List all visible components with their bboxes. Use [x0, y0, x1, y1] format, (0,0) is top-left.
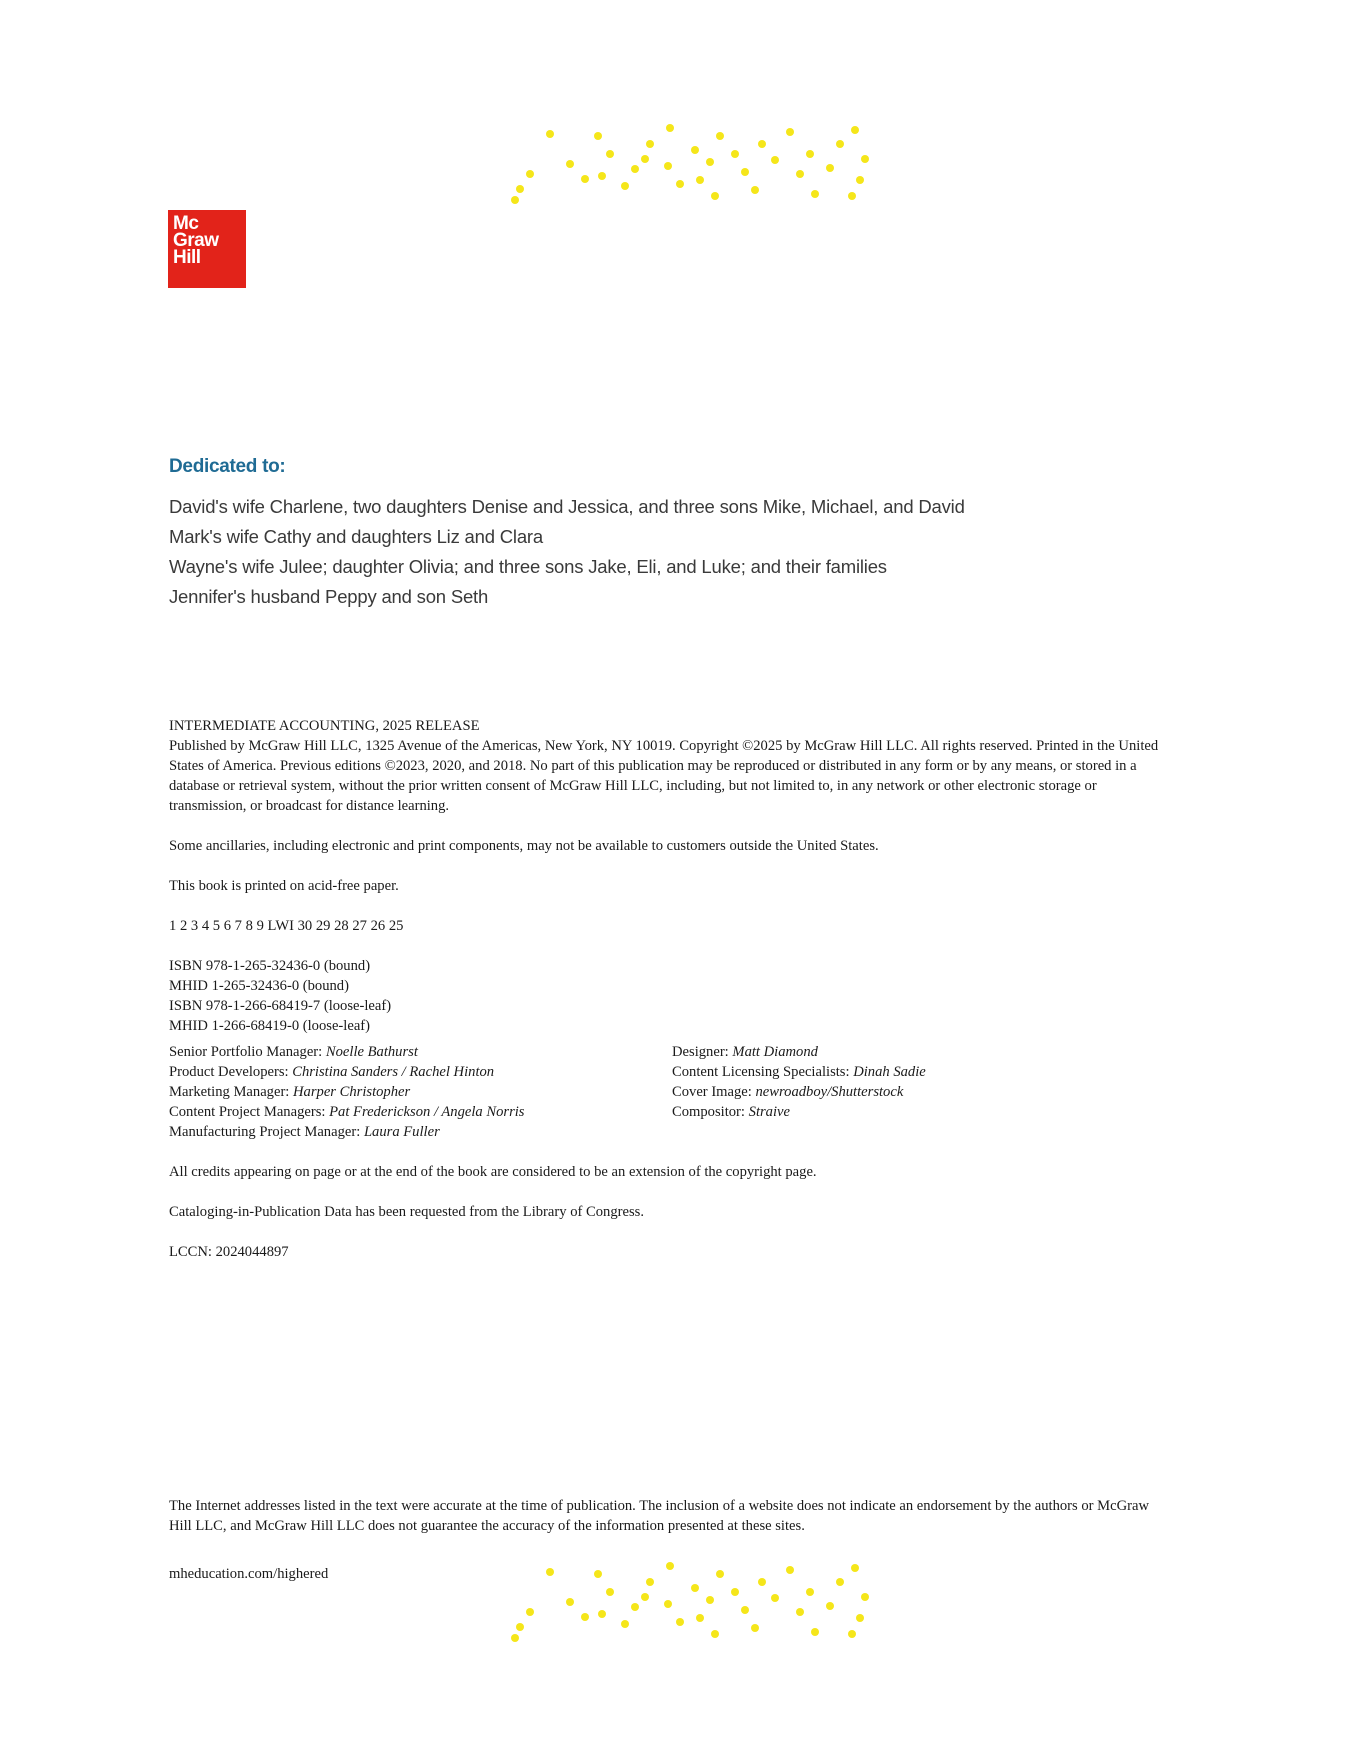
staff-credits [169, 1042, 1169, 1142]
decorative-dot [621, 182, 629, 190]
internet-disclaimer [169, 1496, 1169, 1536]
decorative-dot [511, 1634, 519, 1642]
isbn-line: ISBN 978-1-265-32436-0 (bound) [169, 958, 371, 974]
credit-role: Product Developers: [169, 1064, 289, 1080]
dedication-line: Jennifer's husband Peppy and son Seth [169, 586, 489, 607]
credit-row [169, 1062, 525, 1082]
decorative-dot [566, 1598, 574, 1606]
decorative-dot [676, 180, 684, 188]
credits-extension-note: All credits appearing on page or at the end of the book are considered to be an extension of the copyright page. [169, 1164, 817, 1180]
logo-line-2: Graw [173, 230, 219, 251]
decorative-dot [836, 1578, 844, 1586]
credit-row [672, 1082, 926, 1102]
credit-row [169, 1122, 525, 1142]
credits-right-column [672, 1042, 926, 1122]
decorative-dot [861, 155, 869, 163]
decorative-dot [646, 140, 654, 148]
publisher-notice: Published by McGraw Hill LLC, 1325 Avenue of the Americas, New York, NY 10019. Copyright ©2025 by McGraw Hill LLC. All rights reserved. Printed in the United States of America. Previous editions ©2023, 2020, and 2018. No part of this publication may be reproduced or distributed in any form or by any means, or stored in a database or retrieval system, without the prior written consent of McGraw Hill LLC, including, but not limited to, in any network or other electronic storage or transmission, or broadcast for distance learning. [169, 738, 1159, 814]
dedication-heading: Dedicated to: [169, 456, 286, 477]
decorative-dot [526, 1608, 534, 1616]
decorative-dot [631, 1603, 639, 1611]
credit-name: Straive [748, 1104, 790, 1120]
decorative-dot [811, 190, 819, 198]
decorative-dot [771, 156, 779, 164]
decorative-dot [598, 172, 606, 180]
decorative-dot [621, 1620, 629, 1628]
decorative-dot [606, 1588, 614, 1596]
dedication-section [169, 456, 1219, 612]
credit-row [672, 1102, 926, 1122]
decorative-dot [711, 1630, 719, 1638]
decorative-dot [751, 186, 759, 194]
credit-role: Cover Image: [672, 1084, 752, 1100]
decorative-dot [758, 140, 766, 148]
decorative-dot [641, 155, 649, 163]
decorative-dot [706, 158, 714, 166]
credit-name: newroadboy/Shutterstock [755, 1084, 904, 1100]
copyright-block [169, 716, 1169, 1262]
decorative-dot [594, 1570, 602, 1578]
isbn-line: MHID 1-265-32436-0 (bound) [169, 978, 349, 994]
dedication-line: David's wife Charlene, two daughters Denise and Jessica, and three sons Mike, Michael, and David [169, 496, 965, 517]
credit-role: Manufacturing Project Manager: [169, 1124, 361, 1140]
logo-line-3: Hill [173, 247, 201, 268]
credit-role: Designer: [672, 1044, 729, 1060]
decorative-dot [806, 1588, 814, 1596]
decorative-dot [696, 1614, 704, 1622]
decorative-dot [546, 130, 554, 138]
decorative-dot [716, 132, 724, 140]
decorative-dot [741, 1606, 749, 1614]
credit-row [169, 1042, 525, 1062]
decorative-dot [706, 1596, 714, 1604]
ancillaries-notice: Some ancillaries, including electronic and print components, may not be available to customers outside the United States. [169, 838, 879, 854]
credit-role: Content Project Managers: [169, 1104, 326, 1120]
credit-role: Compositor: [672, 1104, 745, 1120]
credit-name: Laura Fuller [363, 1124, 440, 1140]
decorative-dot [731, 1588, 739, 1596]
decorative-dot [716, 1570, 724, 1578]
decorative-dot [711, 192, 719, 200]
decorative-dot [861, 1593, 869, 1601]
decorative-dot [646, 1578, 654, 1586]
decorative-dot [786, 128, 794, 136]
decorative-dot [664, 1600, 672, 1608]
credits-left-column [169, 1042, 525, 1142]
decorative-dot [856, 1614, 864, 1622]
decorative-dot [826, 1602, 834, 1610]
decorative-dot [731, 150, 739, 158]
credit-role: Content Licensing Specialists: [672, 1064, 850, 1080]
credit-row [169, 1082, 525, 1102]
decorative-dot [856, 176, 864, 184]
credit-name: Matt Diamond [732, 1044, 818, 1060]
dedication-line: Mark's wife Cathy and daughters Liz and Clara [169, 526, 543, 547]
decorative-dot [511, 196, 519, 204]
decorative-dot [848, 1630, 856, 1638]
credit-row [169, 1102, 525, 1122]
decorative-dot [786, 1566, 794, 1574]
decorative-dot [664, 162, 672, 170]
credit-name: Pat Frederickson / Angela Norris [329, 1104, 525, 1120]
decorative-dot [516, 1623, 524, 1631]
credit-role: Senior Portfolio Manager: [169, 1044, 323, 1060]
credit-role: Marketing Manager: [169, 1084, 290, 1100]
decorative-dot [691, 1584, 699, 1592]
book-title: INTERMEDIATE ACCOUNTING, 2025 RELEASE [169, 718, 480, 734]
decorative-dot [696, 176, 704, 184]
credit-row [672, 1042, 926, 1062]
decorative-dot [666, 1562, 674, 1570]
decorative-dot [806, 150, 814, 158]
decorative-dot [581, 1613, 589, 1621]
lccn-line: LCCN: 2024044897 [169, 1244, 289, 1260]
credit-name: Dinah Sadie [853, 1064, 926, 1080]
credit-name: Christina Sanders / Rachel Hinton [292, 1064, 495, 1080]
cataloging-note: Cataloging-in-Publication Data has been requested from the Library of Congress. [169, 1204, 644, 1220]
credit-name: Harper Christopher [293, 1084, 411, 1100]
credit-row [672, 1062, 926, 1082]
decorative-dot [691, 146, 699, 154]
decorative-dot [581, 175, 589, 183]
printing-line: 1 2 3 4 5 6 7 8 9 LWI 30 29 28 27 26 25 [169, 918, 404, 934]
decorative-dot [516, 185, 524, 193]
decorative-dot [546, 1568, 554, 1576]
isbn-line: ISBN 978-1-266-68419-7 (loose-leaf) [169, 998, 392, 1014]
decorative-dot [836, 140, 844, 148]
decorative-dot-pattern-top [510, 124, 870, 204]
decorative-dot [758, 1578, 766, 1586]
decorative-dot-pattern-bottom [510, 1562, 870, 1642]
decorative-dot [666, 124, 674, 132]
decorative-dot [676, 1618, 684, 1626]
decorative-dot [594, 132, 602, 140]
dedication-line: Wayne's wife Julee; daughter Olivia; and three sons Jake, Eli, and Luke; and their families [169, 556, 887, 577]
credit-name: Noelle Bathurst [325, 1044, 418, 1060]
logo-line-1: Mc [173, 213, 199, 234]
mcgraw-hill-logo [168, 210, 246, 288]
decorative-dot [631, 165, 639, 173]
isbn-line: MHID 1-266-68419-0 (loose-leaf) [169, 1018, 371, 1034]
decorative-dot [796, 170, 804, 178]
decorative-dot [741, 168, 749, 176]
decorative-dot [851, 1564, 859, 1572]
decorative-dot [796, 1608, 804, 1616]
decorative-dot [598, 1610, 606, 1618]
paper-notice: This book is printed on acid-free paper. [169, 878, 399, 894]
decorative-dot [851, 126, 859, 134]
decorative-dot [566, 160, 574, 168]
decorative-dot [606, 150, 614, 158]
decorative-dot [811, 1628, 819, 1636]
decorative-dot [526, 170, 534, 178]
decorative-dot [848, 192, 856, 200]
decorative-dot [751, 1624, 759, 1632]
decorative-dot [771, 1594, 779, 1602]
internet-note: The Internet addresses listed in the text were accurate at the time of publication. The inclusion of a website does not indicate an endorsement by the authors or McGraw Hill LLC, and McGraw Hill LLC does not guarantee the accuracy of the information presented at these sites. [169, 1498, 1150, 1534]
decorative-dot [641, 1593, 649, 1601]
publisher-url: mheducation.com/highered [169, 1566, 329, 1582]
decorative-dot [826, 164, 834, 172]
